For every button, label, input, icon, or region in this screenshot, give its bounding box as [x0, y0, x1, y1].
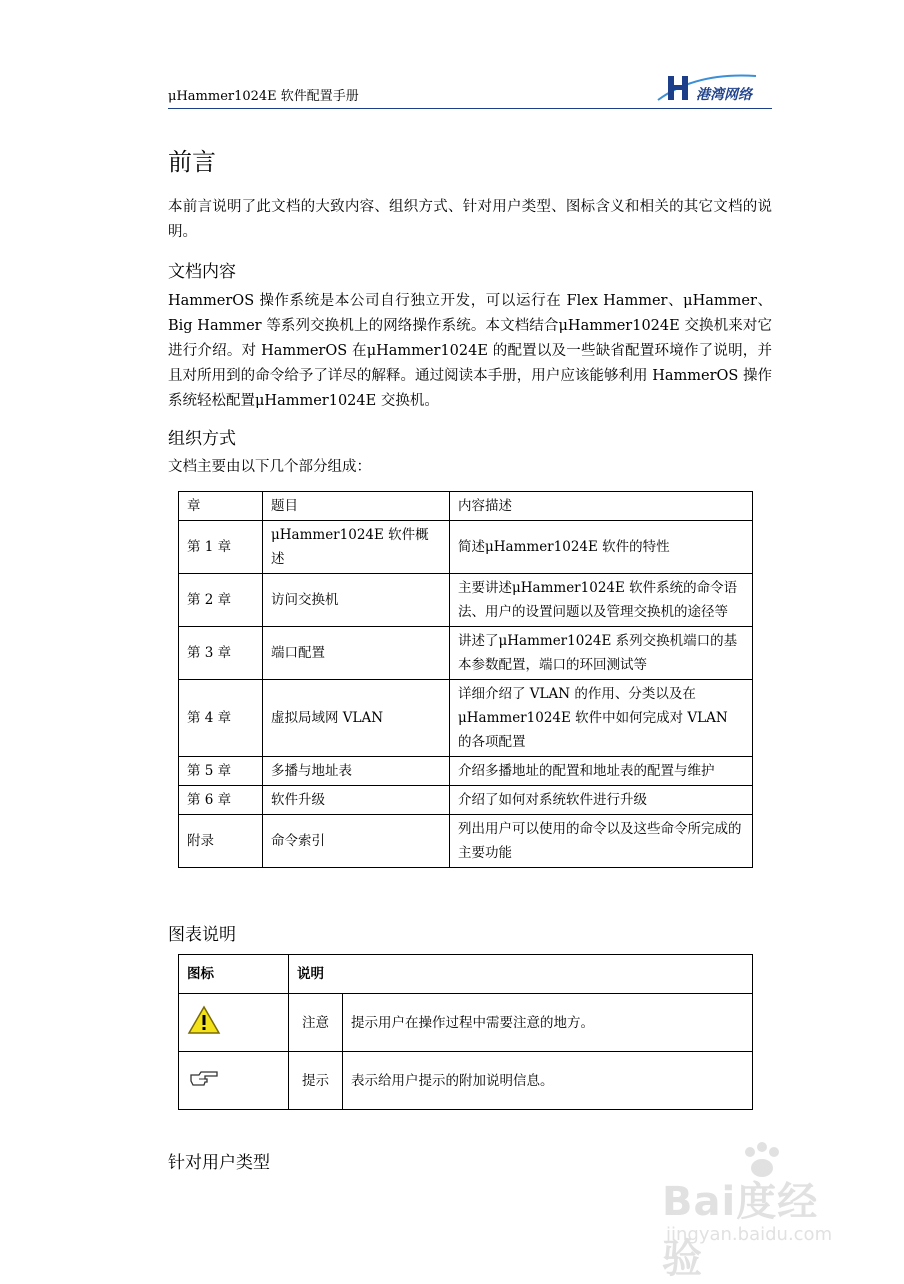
watermark-url: jingyan.baidu.com — [666, 1224, 833, 1245]
org-heading: 组织方式 — [168, 429, 236, 449]
table-header-row — [179, 492, 753, 521]
content-paragraph: HammerOS 操作系统是本公司自行独立开发，可以运行在 Flex Hammer、μHammer、Big Hammer 等系列交换机上的网络操作系统。本文档结合μHammer1024E 交换机来对它进行介绍。对 HammerOS 在μHammer1024E 的配置以及一些缺省配置环境作了说明，并且对所用到的命令给予了详尽的解释。通过阅读本手册，用户应该能够利用 HammerOS 操作系统轻松配置μHammer1024E 交换机。 — [168, 293, 772, 409]
row-chapter: 第 2 章 — [179, 574, 263, 627]
warning-icon — [187, 1005, 221, 1035]
row-desc: 讲述了μHammer1024E 系列交换机端口的基本参数配置，端口的环回测试等 — [450, 627, 753, 680]
col-header-icon: 图标 — [179, 955, 289, 994]
icon-desc: 表示给用户提示的附加说明信息。 — [343, 1052, 753, 1110]
col-header-title: 题目 — [263, 492, 450, 521]
table-row — [179, 786, 753, 815]
row-title: 多播与地址表 — [263, 757, 450, 786]
icon-label: 提示 — [289, 1052, 343, 1110]
page-title: 前言 — [168, 148, 216, 176]
row-title: 命令索引 — [263, 815, 450, 868]
table-row — [179, 815, 753, 868]
row-desc: 列出用户可以使用的命令以及这些命令所完成的主要功能 — [450, 815, 753, 868]
col-header-desc: 说明 — [289, 955, 753, 994]
org-paragraph: 文档主要由以下几个部分组成： — [168, 459, 371, 475]
icon-table-header-row — [179, 955, 753, 994]
watermark — [662, 1148, 852, 1282]
row-desc: 简述μHammer1024E 软件的特性 — [450, 521, 753, 574]
table-row — [179, 574, 753, 627]
row-title: 端口配置 — [263, 627, 450, 680]
intro-paragraph: 本前言说明了此文档的大致内容、组织方式、针对用户类型、图标含义和相关的其它文档的说明。 — [168, 199, 772, 240]
table-row — [179, 627, 753, 680]
row-title: 软件升级 — [263, 786, 450, 815]
logo-text: 港湾网络 — [696, 87, 752, 103]
icon-row — [179, 1052, 753, 1110]
icon-cell — [179, 994, 289, 1052]
icon-legend-table — [178, 954, 753, 1110]
row-chapter: 第 3 章 — [179, 627, 263, 680]
row-chapter: 第 5 章 — [179, 757, 263, 786]
page-header — [168, 70, 772, 109]
icons-heading: 图表说明 — [168, 925, 236, 945]
content-heading: 文档内容 — [168, 262, 236, 282]
col-header-chapter: 章 — [179, 492, 263, 521]
users-heading: 针对用户类型 — [168, 1153, 270, 1173]
company-logo — [656, 70, 772, 106]
icon-row — [179, 994, 753, 1052]
icon-cell — [179, 1052, 289, 1110]
table-row — [179, 757, 753, 786]
header-title: μHammer1024E 软件配置手册 — [168, 89, 359, 104]
row-title: 访问交换机 — [263, 574, 450, 627]
row-chapter: 第 1 章 — [179, 521, 263, 574]
chapter-table — [178, 491, 753, 868]
table-row — [179, 521, 753, 574]
row-chapter: 第 4 章 — [179, 680, 263, 757]
row-desc: 介绍多播地址的配置和地址表的配置与维护 — [450, 757, 753, 786]
row-chapter: 第 6 章 — [179, 786, 263, 815]
col-header-desc: 内容描述 — [450, 492, 753, 521]
row-desc: 详细介绍了 VLAN 的作用、分类以及在μHammer1024E 软件中如何完成对 VLAN 的各项配置 — [450, 680, 753, 757]
watermark-text: Bai度经验 — [662, 1179, 819, 1282]
pointing-hand-icon — [187, 1067, 221, 1089]
table-row — [179, 680, 753, 757]
icon-label: 注意 — [289, 994, 343, 1052]
row-title: μHammer1024E 软件概述 — [263, 521, 450, 574]
row-desc: 介绍了如何对系统软件进行升级 — [450, 786, 753, 815]
row-chapter: 附录 — [179, 815, 263, 868]
icon-desc: 提示用户在操作过程中需要注意的地方。 — [343, 994, 753, 1052]
row-desc: 主要讲述μHammer1024E 软件系统的命令语法、用户的设置问题以及管理交换机的途径等 — [450, 574, 753, 627]
row-title: 虚拟局域网 VLAN — [263, 680, 450, 757]
